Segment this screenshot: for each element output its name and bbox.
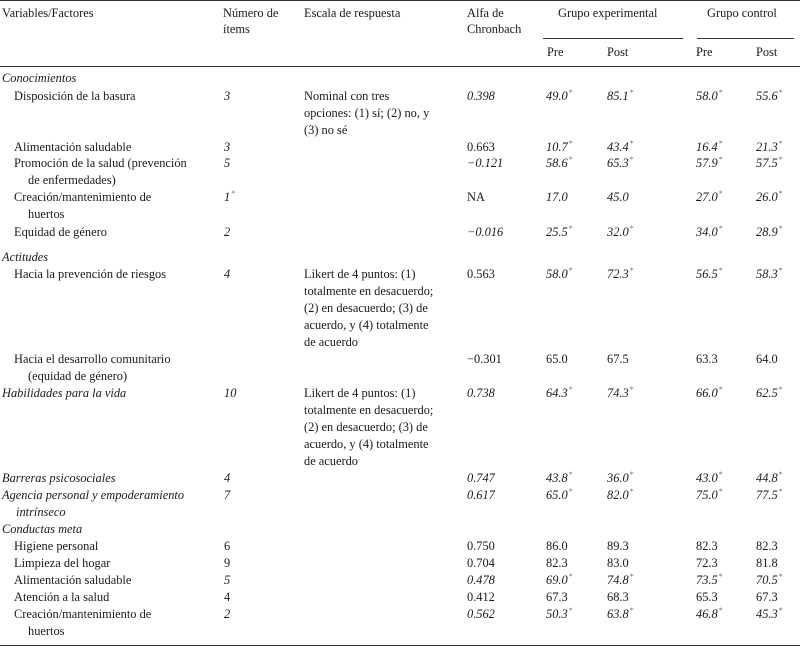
cell-pre-e: 49.0* bbox=[546, 88, 573, 103]
cell-post-e: 68.3 bbox=[607, 590, 629, 604]
row-label: huertos bbox=[28, 624, 65, 638]
significance-asterisk: * bbox=[568, 385, 573, 394]
cell-pre-c: 34.0* bbox=[696, 224, 723, 239]
cell-post-c: 62.5* bbox=[756, 385, 783, 400]
section-conductas: Conductas meta bbox=[2, 522, 83, 536]
cell-post-c: 58.3* bbox=[756, 266, 783, 281]
cell-items: 2 bbox=[224, 225, 231, 239]
cell-pre-e: 65.0* bbox=[546, 487, 573, 502]
cell-post-e: 83.0 bbox=[607, 556, 629, 570]
cell-pre-c: 75.0* bbox=[696, 487, 723, 502]
cell-items: 10 bbox=[224, 386, 237, 400]
significance-asterisk: * bbox=[568, 155, 573, 164]
cell-alpha: 0.747 bbox=[467, 471, 495, 485]
cell-alpha: 0.750 bbox=[467, 539, 495, 553]
significance-asterisk: * bbox=[778, 385, 783, 394]
cell-post-e: 74.8* bbox=[607, 572, 634, 587]
top-rule bbox=[0, 0, 800, 1]
cell-alpha: −0.301 bbox=[467, 352, 502, 366]
cell-post-e: 82.0* bbox=[607, 487, 634, 502]
row-label: Higiene personal bbox=[14, 539, 99, 553]
cell-items: 4 bbox=[224, 590, 231, 604]
significance-asterisk: * bbox=[568, 224, 573, 233]
cell-post-c: 44.8* bbox=[756, 470, 783, 485]
row-label: Creación/mantenimiento de bbox=[14, 607, 152, 621]
cell-post-c: 28.9* bbox=[756, 224, 783, 239]
significance-asterisk: * bbox=[718, 606, 723, 615]
row-label: Agencia personal y empoderamiento bbox=[2, 488, 185, 502]
cell-pre-e: 10.7* bbox=[546, 139, 573, 154]
cell-pre-c: 56.5* bbox=[696, 266, 723, 281]
significance-asterisk: * bbox=[778, 572, 783, 581]
significance-asterisk: * bbox=[629, 470, 634, 479]
significance-asterisk: * bbox=[629, 606, 634, 615]
cell-pre-e: 64.3* bbox=[546, 385, 573, 400]
cell-alpha: 0.738 bbox=[467, 386, 495, 400]
significance-asterisk: * bbox=[231, 189, 236, 198]
cell-post-c: 82.3 bbox=[756, 539, 778, 553]
cell-post-c: 55.6* bbox=[756, 88, 783, 103]
significance-asterisk: * bbox=[778, 606, 783, 615]
cell-post-c: 45.3* bbox=[756, 606, 783, 621]
cell-pre-c: 46.8* bbox=[696, 606, 723, 621]
cell-pre-e: 17.0 bbox=[546, 190, 568, 204]
cell-pre-e: 86.0 bbox=[546, 539, 568, 553]
cell-alpha: 0.412 bbox=[467, 590, 495, 604]
cell-post-c: 81.8 bbox=[756, 556, 778, 570]
cell-items: 4 bbox=[224, 267, 231, 281]
cell-pre-e: 65.0 bbox=[546, 352, 568, 366]
cell-post-e: 65.3* bbox=[607, 155, 634, 170]
significance-asterisk: * bbox=[629, 139, 634, 148]
significance-asterisk: * bbox=[568, 88, 573, 97]
scale-line: de acuerdo bbox=[304, 454, 359, 468]
cell-pre-e: 50.3* bbox=[546, 606, 573, 621]
significance-asterisk: * bbox=[718, 266, 723, 275]
header-bottom-rule bbox=[0, 66, 800, 67]
row-label: Alimentación saludable bbox=[14, 573, 132, 587]
scale-line: Likert de 4 puntos: (1) bbox=[304, 386, 416, 400]
cell-post-c: 26.0* bbox=[756, 189, 783, 204]
cell-items: 5 bbox=[224, 573, 231, 587]
significance-asterisk: * bbox=[629, 572, 634, 581]
cell-items: 5 bbox=[224, 156, 231, 170]
cell-post-c: 21.3* bbox=[756, 139, 783, 154]
cell-pre-c: 57.9* bbox=[696, 155, 723, 170]
cell-pre-e: 69.0* bbox=[546, 572, 573, 587]
group-exp-rule bbox=[543, 38, 683, 39]
cell-items: 4 bbox=[224, 471, 231, 485]
significance-asterisk: * bbox=[629, 487, 634, 496]
cell-post-c: 57.5* bbox=[756, 155, 783, 170]
significance-asterisk: * bbox=[778, 155, 783, 164]
cell-pre-c: 27.0* bbox=[696, 189, 723, 204]
row-label: Hacia el desarrollo comunitario bbox=[14, 352, 171, 366]
cell-alpha: −0.121 bbox=[467, 156, 504, 170]
significance-asterisk: * bbox=[718, 572, 723, 581]
section-actitudes: Actitudes bbox=[2, 250, 49, 264]
cell-post-e: 45.0 bbox=[607, 190, 629, 204]
row-label: Alimentación saludable bbox=[14, 140, 132, 154]
row-label: Creación/mantenimiento de bbox=[14, 190, 152, 204]
row-label: Equidad de género bbox=[14, 225, 107, 239]
significance-asterisk: * bbox=[568, 266, 573, 275]
significance-asterisk: * bbox=[718, 189, 723, 198]
header-group-experimental: Grupo experimental bbox=[558, 6, 658, 20]
header-pre-exp: Pre bbox=[547, 45, 564, 59]
row-label: huertos bbox=[28, 207, 65, 221]
cell-alpha: 0.617 bbox=[467, 488, 495, 502]
significance-asterisk: * bbox=[629, 88, 634, 97]
cell-pre-c: 65.3 bbox=[696, 590, 718, 604]
cell-post-e: 36.0* bbox=[607, 470, 634, 485]
cell-alpha: 0.398 bbox=[467, 89, 495, 103]
cell-post-e: 74.3* bbox=[607, 385, 634, 400]
cell-alpha: 0.562 bbox=[467, 607, 495, 621]
scale-line: acuerdo, y (4) totalmente bbox=[304, 318, 429, 332]
cell-pre-c: 43.0* bbox=[696, 470, 723, 485]
cell-items: 2 bbox=[224, 607, 231, 621]
cell-post-c: 64.0 bbox=[756, 352, 778, 366]
scale-line: Nominal con tres bbox=[304, 89, 390, 103]
cell-alpha: 0.663 bbox=[467, 140, 495, 154]
header-items-line2: ítems bbox=[223, 22, 250, 36]
row-label: Atención a la salud bbox=[14, 590, 110, 604]
cell-items: 6 bbox=[224, 539, 231, 553]
significance-asterisk: * bbox=[718, 470, 723, 479]
cell-items: 3 bbox=[224, 89, 231, 103]
scale-line: totalmente en desacuerdo; bbox=[304, 284, 434, 298]
significance-asterisk: * bbox=[778, 88, 783, 97]
significance-asterisk: * bbox=[568, 470, 573, 479]
cell-post-e: 32.0* bbox=[607, 224, 634, 239]
cell-items: 9 bbox=[224, 556, 231, 570]
significance-asterisk: * bbox=[778, 470, 783, 479]
row-label: Disposición de la basura bbox=[14, 89, 136, 103]
cell-alpha: NA bbox=[467, 190, 485, 204]
significance-asterisk: * bbox=[718, 224, 723, 233]
header-post-exp: Post bbox=[607, 45, 629, 59]
significance-asterisk: * bbox=[718, 139, 723, 148]
header-items-line1: Número de bbox=[223, 6, 279, 20]
header-post-ctrl: Post bbox=[756, 45, 778, 59]
cell-post-e: 85.1* bbox=[607, 88, 634, 103]
significance-asterisk: * bbox=[629, 266, 634, 275]
scale-line: totalmente en desacuerdo; bbox=[304, 403, 434, 417]
row-label: Hacia la prevención de riesgos bbox=[14, 267, 167, 281]
cell-pre-c: 16.4* bbox=[696, 139, 723, 154]
cell-pre-e: 58.6* bbox=[546, 155, 573, 170]
significance-asterisk: * bbox=[629, 224, 634, 233]
scale-line: (3) no sé bbox=[304, 123, 348, 137]
cell-alpha: 0.478 bbox=[467, 573, 495, 587]
significance-asterisk: * bbox=[778, 189, 783, 198]
section-conocimientos: Conocimientos bbox=[2, 71, 77, 85]
significance-asterisk: * bbox=[778, 139, 783, 148]
cell-post-c: 67.3 bbox=[756, 590, 778, 604]
cell-items: 3 bbox=[224, 140, 231, 154]
header-alpha-line1: Alfa de bbox=[467, 6, 504, 20]
significance-asterisk: * bbox=[568, 606, 573, 615]
cell-pre-e: 43.8* bbox=[546, 470, 573, 485]
cell-pre-c: 63.3 bbox=[696, 352, 718, 366]
scale-line: (2) en desacuerdo; (3) de bbox=[304, 420, 428, 434]
cell-post-e: 67.5 bbox=[607, 352, 629, 366]
cell-pre-e: 25.5* bbox=[546, 224, 573, 239]
significance-asterisk: * bbox=[568, 487, 573, 496]
header-pre-ctrl: Pre bbox=[696, 45, 713, 59]
row-label: Promoción de la salud (prevención bbox=[14, 156, 187, 170]
cell-post-e: 89.3 bbox=[607, 539, 629, 553]
cell-pre-e: 58.0* bbox=[546, 266, 573, 281]
significance-asterisk: * bbox=[629, 155, 634, 164]
cell-post-c: 77.5* bbox=[756, 487, 783, 502]
row-label: Habilidades para la vida bbox=[2, 386, 127, 400]
row-label: de enfermedades) bbox=[28, 173, 116, 187]
cell-items: 7 bbox=[224, 488, 231, 502]
significance-asterisk: * bbox=[629, 385, 634, 394]
significance-asterisk: * bbox=[718, 155, 723, 164]
scale-line: de acuerdo bbox=[304, 335, 359, 349]
significance-asterisk: * bbox=[718, 88, 723, 97]
cell-alpha: 0.704 bbox=[467, 556, 495, 570]
row-label: (equidad de género) bbox=[28, 369, 128, 383]
significance-asterisk: * bbox=[718, 385, 723, 394]
cell-pre-c: 58.0* bbox=[696, 88, 723, 103]
cell-pre-c: 73.5* bbox=[696, 572, 723, 587]
significance-asterisk: * bbox=[778, 487, 783, 496]
scale-line: acuerdo, y (4) totalmente bbox=[304, 437, 429, 451]
row-label: intrínseco bbox=[16, 505, 66, 519]
cell-pre-c: 66.0* bbox=[696, 385, 723, 400]
significance-asterisk: * bbox=[778, 266, 783, 275]
cell-post-e: 63.8* bbox=[607, 606, 634, 621]
header-alpha-line2: Chronbach bbox=[467, 22, 522, 36]
significance-asterisk: * bbox=[778, 224, 783, 233]
scale-line: Likert de 4 puntos: (1) bbox=[304, 267, 416, 281]
cell-post-e: 72.3* bbox=[607, 266, 634, 281]
row-label: Barreras psicosociales bbox=[2, 471, 116, 485]
cell-alpha: −0.016 bbox=[467, 225, 504, 239]
cell-alpha: 0.563 bbox=[467, 267, 495, 281]
cell-pre-c: 82.3 bbox=[696, 539, 718, 553]
significance-asterisk: * bbox=[718, 487, 723, 496]
cell-post-c: 70.5* bbox=[756, 572, 783, 587]
scale-line: (2) en desacuerdo; (3) de bbox=[304, 301, 428, 315]
bottom-rule bbox=[0, 645, 800, 646]
cell-pre-e: 67.3 bbox=[546, 590, 568, 604]
header-variables: Variables/Factores bbox=[2, 6, 94, 20]
header-scale: Escala de respuesta bbox=[304, 6, 401, 20]
cell-items: 1* bbox=[224, 189, 236, 204]
scale-line: opciones: (1) sí; (2) no, y bbox=[304, 106, 430, 120]
significance-asterisk: * bbox=[568, 572, 573, 581]
significance-asterisk: * bbox=[568, 139, 573, 148]
cell-post-e: 43.4* bbox=[607, 139, 634, 154]
row-label: Limpieza del hogar bbox=[14, 556, 111, 570]
group-ctrl-rule bbox=[697, 38, 794, 39]
cell-pre-e: 82.3 bbox=[546, 556, 568, 570]
header-group-control: Grupo control bbox=[707, 6, 777, 20]
cell-pre-c: 72.3 bbox=[696, 556, 718, 570]
